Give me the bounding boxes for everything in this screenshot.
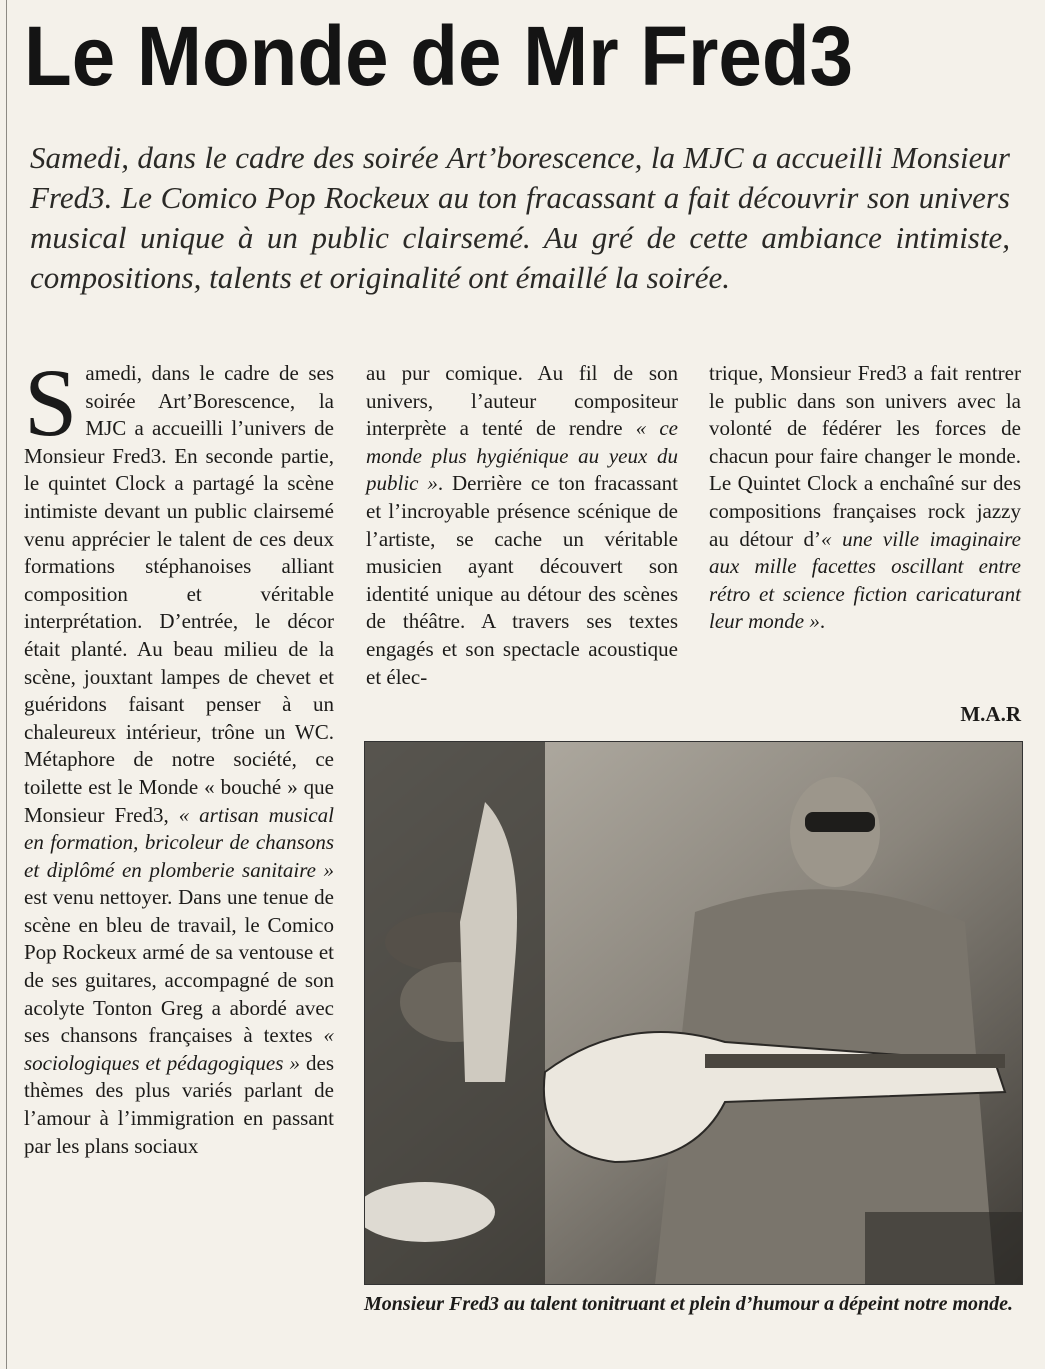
photo-illustration	[365, 742, 1022, 1284]
col2-text-2: . Derrière ce ton fracassant et l’incroyable présence scénique de l’artiste, se cache un véritable musicien ayant découvert son identité unique au détour des scènes de théâtre. A travers ses textes engagés et son spectacle acoustique et élec-	[366, 471, 678, 689]
article-column-1	[24, 349, 334, 1350]
article-column-2	[366, 360, 678, 691]
drop-cap: S	[24, 349, 78, 456]
foreground-drum	[865, 1212, 1022, 1284]
concert-photo	[364, 741, 1023, 1285]
guitar-neck	[705, 1054, 1005, 1068]
author-signature: M.A.R	[960, 702, 1021, 726]
photo-caption: Monsieur Fred3 au talent tonitruant et plein d’humour a dépeint notre monde.	[364, 1293, 1014, 1315]
col1-text: amedi, dans le cadre de ses soirée Art’Borescence, la MJC a accueilli l’univers de Monsieur Fred3. En seconde partie, le quintet Clock a partagé la scène intimiste devant un public clairsemé venu apprécier le talent de ces deux formations stéphanoises alliant composition et véritable interprétation. D’entrée, le décor était planté. Au beau milieu de la scène, jouxtant lampes de chevet et guéridons faisant penser à un chaleureux intérieur, trône un WC. Métaphore de notre société, ce toilette est le Monde « bouché » que Monsieur Fred3,	[24, 361, 334, 827]
col3-text-2: .	[819, 609, 826, 634]
col1-text-2: est venu nettoyer. Dans une tenue de scène en bleu de travail, le Comico Pop Rockeux armé de sa ventouse et de ses guitares, accompagné de son acolyte Tonton Greg a abordé avec ses chansons françaises à textes	[24, 885, 334, 1048]
singer-sunglasses	[805, 812, 875, 832]
col1-text-3: des thèmes des plus variés parlant de l’amour à l’immigration en passant par les plans sociaux	[24, 1050, 334, 1158]
col1-quote-2: « sociologiques et pédagogiques »	[24, 1023, 334, 1075]
page-border	[6, 0, 7, 1369]
lead-paragraph: Samedi, dans le cadre des soirée Art’borescence, la MJC a accueilli Monsieur Fred3. Le Comico Pop Rockeux au ton fracassant a fait découvrir son univers musical unique à un public clairsemé. Au gré de cette ambiance intimiste, compositions, talents et originalité ont émaillé la soirée.	[30, 140, 1010, 295]
col2-quote: « ce monde plus hygiénique au yeux du public »	[366, 416, 678, 496]
article-column-3	[709, 360, 1021, 636]
headline: Le Monde de Mr Fred3	[24, 9, 854, 103]
col1-quote-1: « artisan musical en formation, bricoleur de chansons et diplômé en plomberie sanitaire »	[24, 802, 334, 882]
col3-text: trique, Monsieur Fred3 a fait rentrer le public dans son univers avec la volonté de fédérer les forces de chacun pour faire changer le monde. Le Quintet Clock a enchaîné sur des compositions françaises rock jazzy au détour d’	[709, 361, 1021, 551]
col3-quote: « une ville imaginaire aux mille facettes oscillant entre rétro et science fiction caricaturant leur monde »	[709, 526, 1021, 634]
col2-text: au pur comique. Au fil de son univers, l’auteur compositeur interprète a tenté de rendre	[366, 361, 678, 441]
